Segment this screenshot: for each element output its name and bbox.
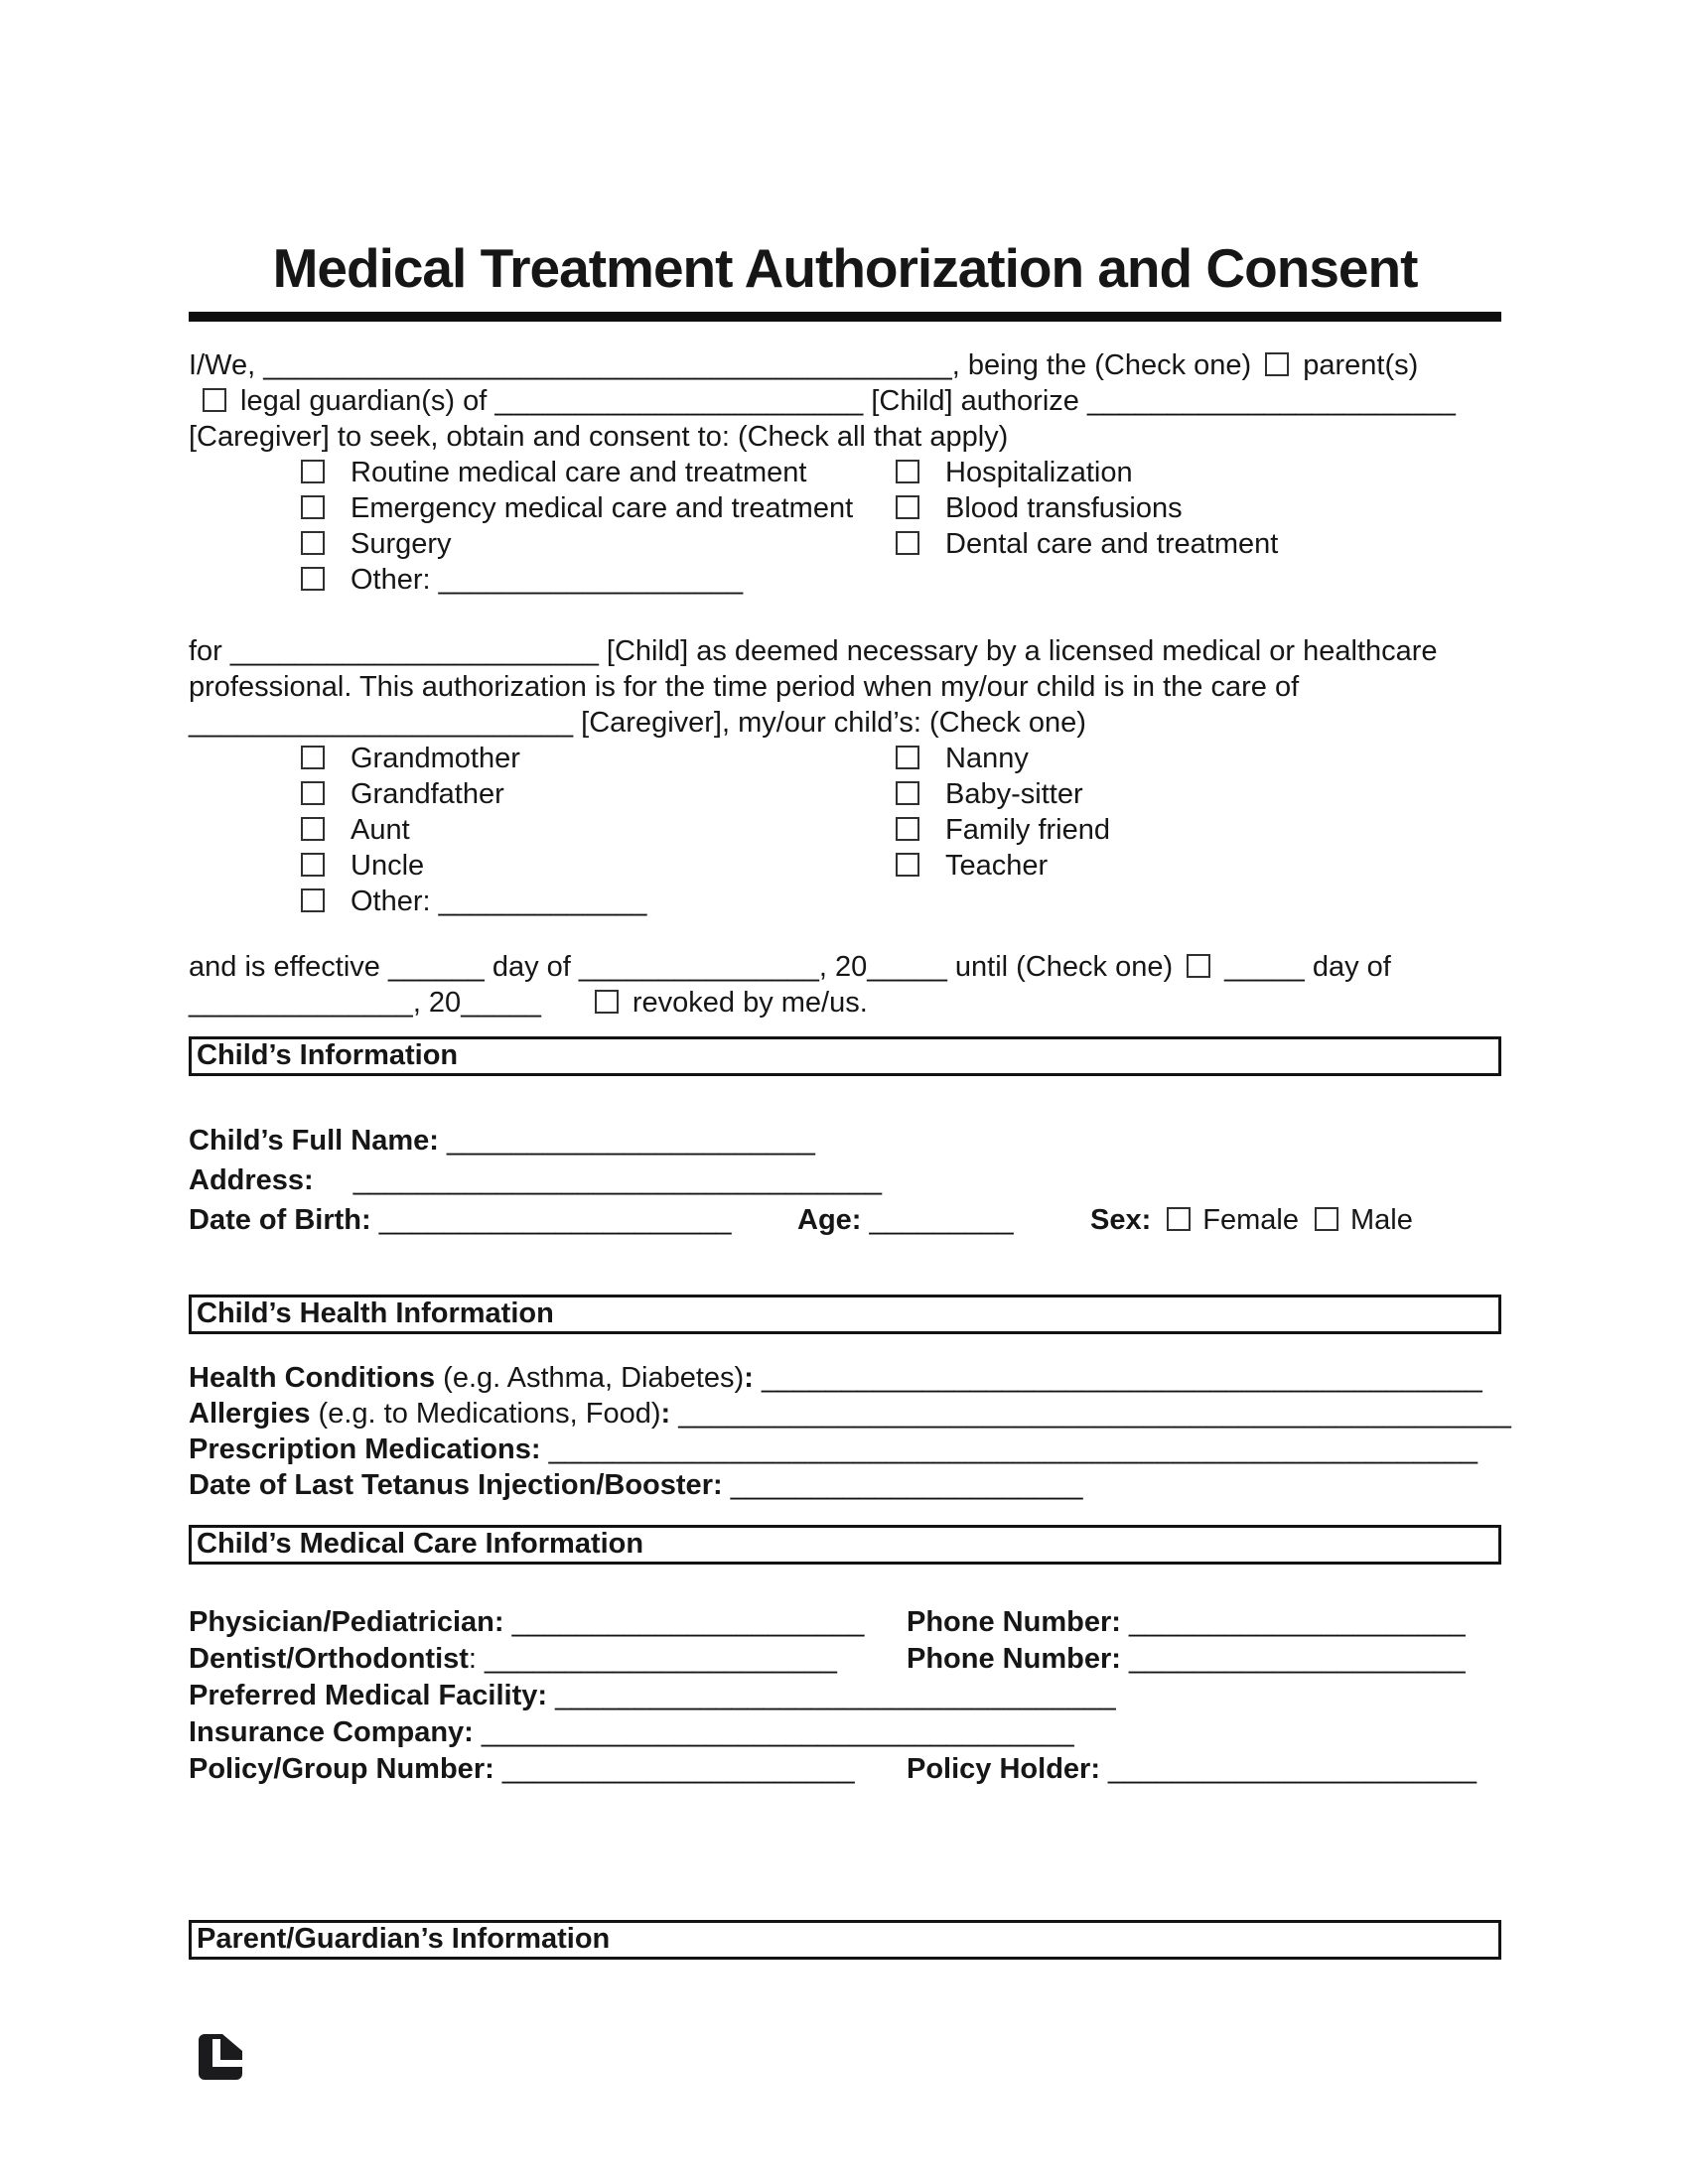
text-segment: Other: — [351, 886, 439, 917]
checkbox[interactable] — [896, 746, 919, 769]
text-segment: Date of Last Tetanus Injection/Booster: — [189, 1469, 731, 1501]
form-line — [189, 1432, 1501, 1467]
cell-sex — [1090, 1200, 1413, 1240]
section-title: Child’s Health Information — [197, 1297, 554, 1329]
text-segment: day of — [484, 951, 579, 983]
cell-col2check — [896, 741, 1029, 776]
text-segment: (e.g. to Medications, Food) — [310, 1398, 661, 1430]
text-segment: Surgery — [351, 528, 452, 560]
blank-field[interactable]: __________________________________________________________ — [548, 1433, 1478, 1465]
text-segment: Policy Holder: — [907, 1753, 1109, 1785]
checklist-block — [189, 741, 1501, 919]
blank-field[interactable]: _____ — [461, 987, 541, 1019]
text-segment: Family friend — [945, 814, 1110, 846]
text-segment: [Caregiver] to seek, obtain and consent to: (Check all that apply) — [189, 421, 1009, 453]
form-line — [189, 490, 1501, 526]
blank-field[interactable]: ______________________ — [485, 1643, 837, 1675]
form-line — [189, 1714, 1501, 1751]
text-segment: Female — [1202, 1204, 1299, 1236]
cell-col2check — [896, 848, 1048, 884]
text-segment: : — [468, 1643, 486, 1675]
cell-col2check — [896, 526, 1278, 562]
blank-field[interactable]: ______________________ — [501, 1753, 855, 1785]
cell-main — [189, 1433, 1477, 1465]
legal-templates-logo — [199, 2034, 244, 2081]
checkbox[interactable] — [1167, 1207, 1191, 1231]
para-block — [189, 633, 1501, 741]
form-body — [189, 347, 1511, 1960]
blank-field[interactable]: _________________________________ — [352, 1164, 882, 1196]
checkbox[interactable] — [301, 460, 325, 483]
text-segment: Child’s Full Name: — [189, 1125, 447, 1157]
cell-list — [301, 814, 410, 846]
blank-field[interactable]: _______________ — [578, 951, 819, 983]
text-segment: Male — [1349, 1204, 1413, 1236]
text-segment: until (Check one) — [946, 951, 1174, 983]
cell-main — [189, 707, 1086, 739]
cell-col2check — [896, 455, 1133, 490]
blank-field[interactable]: ___________________ — [438, 564, 744, 596]
form-line — [189, 848, 1501, 884]
text-segment: Policy/Group Number: — [189, 1753, 502, 1785]
cell-main — [189, 671, 1299, 703]
checkbox[interactable] — [896, 781, 919, 805]
cell-main — [189, 987, 868, 1019]
section-title: Child’s Medical Care Information — [197, 1528, 644, 1560]
checklist-block — [189, 455, 1501, 598]
checkbox[interactable] — [1265, 352, 1289, 376]
section-header — [189, 1920, 1501, 1960]
checkbox[interactable] — [896, 853, 919, 877]
cell-col2 — [907, 1751, 1477, 1788]
blank-field[interactable]: _______________________ — [1108, 1753, 1477, 1785]
cell-list — [301, 457, 806, 488]
text-segment: Nanny — [945, 743, 1029, 774]
fields-block — [189, 1604, 1501, 1788]
text-segment: : — [744, 1362, 754, 1394]
text-segment: parent(s) — [1303, 349, 1419, 381]
text-segment: Baby-sitter — [945, 778, 1083, 810]
cell-list — [301, 564, 743, 596]
text-segment: Aunt — [351, 814, 410, 846]
cell-main — [189, 951, 1391, 983]
text-segment: professional. This authorization is for the time period when my/our child is in the care of — [189, 671, 1300, 703]
section-header — [189, 1525, 1501, 1565]
text-segment: , 20 — [818, 951, 868, 983]
checkbox[interactable] — [301, 567, 325, 591]
form-line — [189, 633, 1501, 669]
cell-main — [189, 385, 1456, 417]
checkbox[interactable] — [301, 817, 325, 841]
cell-col2check — [896, 490, 1183, 526]
cell-list — [301, 850, 424, 882]
text-segment: Uncle — [351, 850, 425, 882]
text-segment: day of — [1304, 951, 1391, 983]
form-line — [189, 383, 1501, 419]
para-block — [189, 347, 1501, 455]
form-line — [189, 741, 1501, 776]
fields-block — [189, 1121, 1501, 1240]
blank-field[interactable]: _____________________________________ — [481, 1716, 1074, 1748]
text-segment: Prescription Medications: — [189, 1433, 549, 1465]
cell-main — [189, 1643, 837, 1675]
blank-field[interactable]: _______________________ — [446, 1125, 815, 1157]
checkbox[interactable] — [896, 495, 919, 519]
blank-field[interactable]: _______________________ — [494, 385, 864, 417]
text-segment: , being the (Check one) — [951, 349, 1252, 381]
cell-main — [189, 1362, 1482, 1394]
text-segment: (e.g. Asthma, Diabetes) — [435, 1362, 745, 1394]
form-line — [189, 1160, 1501, 1200]
cell-col2check — [896, 776, 1083, 812]
text-segment: Dental care and treatment — [945, 528, 1279, 560]
checkbox[interactable] — [301, 853, 325, 877]
form-line — [189, 705, 1501, 741]
blank-field[interactable]: _____ — [867, 951, 947, 983]
form-line — [189, 812, 1501, 848]
text-segment: Grandfather — [351, 778, 504, 810]
cell-main — [189, 349, 1418, 381]
checkbox[interactable] — [896, 460, 919, 483]
para-block — [189, 949, 1501, 1021]
title-rule — [189, 312, 1501, 322]
cell-col2 — [907, 1641, 1466, 1678]
blank-field[interactable]: ____________________________________________________ — [678, 1398, 1511, 1430]
checkbox[interactable] — [1187, 954, 1210, 978]
cell-main — [189, 1716, 1074, 1748]
blank-field[interactable]: ______________________ — [511, 1606, 865, 1638]
section-title: Child’s Information — [197, 1039, 459, 1071]
blank-field[interactable]: _____________ — [438, 886, 647, 917]
text-segment: Teacher — [945, 850, 1049, 882]
form-line — [189, 776, 1501, 812]
text-segment: I/We, — [189, 349, 264, 381]
cell-main — [189, 1204, 732, 1236]
text-segment: for — [189, 635, 230, 667]
form-line — [189, 1678, 1501, 1714]
cell-main — [189, 1680, 1116, 1711]
blank-field[interactable]: ________________________ — [189, 707, 574, 739]
form-line — [189, 1751, 1501, 1788]
text-segment: Address: — [189, 1164, 314, 1196]
form-line — [189, 526, 1501, 562]
text-segment: Insurance Company: — [189, 1716, 482, 1748]
blank-field[interactable]: ___________________________________ — [555, 1680, 1116, 1711]
text-segment: and is effective — [189, 951, 388, 983]
form-line — [189, 669, 1501, 705]
blank-field[interactable]: _____ — [1224, 951, 1305, 983]
cell-main — [189, 421, 1008, 453]
cell-main — [189, 1753, 855, 1785]
fields-block — [189, 1360, 1511, 1503]
blank-field[interactable]: ______ — [387, 951, 485, 983]
blank-field[interactable]: _________ — [869, 1204, 1014, 1236]
text-segment: Dentist/Orthodontist — [189, 1643, 469, 1675]
text-segment: Health Conditions — [189, 1362, 436, 1394]
blank-field[interactable]: ______________ — [189, 987, 413, 1019]
text-segment: Phone Number: — [907, 1606, 1129, 1638]
text-segment: Grandmother — [351, 743, 520, 774]
text-segment — [754, 1362, 762, 1394]
form-line — [189, 985, 1501, 1021]
cell-main — [189, 1164, 882, 1196]
form-line — [189, 562, 1501, 598]
text-segment: Age: — [797, 1204, 870, 1236]
form-line — [189, 1396, 1511, 1432]
form-line — [189, 1121, 1501, 1160]
text-segment: Routine medical care and treatment — [351, 457, 807, 488]
cell-age — [797, 1200, 1014, 1240]
checkbox[interactable] — [301, 888, 325, 912]
cell-col2 — [907, 1604, 1466, 1641]
cell-list — [301, 528, 452, 560]
form-line — [189, 949, 1501, 985]
form-line — [189, 1604, 1501, 1641]
text-segment: [Caregiver], my/our child’s: (Check one) — [573, 707, 1086, 739]
text-segment: [Child] as deemed necessary by a licensed medical or healthcare — [598, 635, 1438, 667]
checkbox[interactable] — [896, 531, 919, 555]
text-segment: [Child] authorize — [863, 385, 1087, 417]
form-line — [189, 884, 1501, 919]
cell-list — [301, 743, 520, 774]
blank-field[interactable]: _____________________________________________ — [761, 1362, 1482, 1394]
form-line — [189, 455, 1501, 490]
checkbox[interactable] — [301, 781, 325, 805]
cell-main — [189, 1125, 815, 1157]
cell-main — [189, 1606, 864, 1638]
cell-list — [301, 778, 504, 810]
checkbox[interactable] — [203, 388, 226, 412]
text-segment: Other: — [351, 564, 439, 596]
section-header — [189, 1295, 1501, 1334]
blank-field[interactable]: _______________________ — [229, 635, 599, 667]
text-segment: legal guardian(s) of — [240, 385, 495, 417]
form-line — [189, 347, 1501, 383]
text-segment: : — [660, 1398, 671, 1430]
blank-field[interactable]: ___________________________________________ — [263, 349, 952, 381]
checkbox[interactable] — [1315, 1207, 1338, 1231]
form-line — [189, 1467, 1501, 1503]
blank-field[interactable]: ______________________ — [378, 1204, 732, 1236]
text-segment: , 20 — [412, 987, 462, 1019]
section-title: Parent/Guardian’s Information — [197, 1923, 611, 1955]
text-segment: Allergies — [189, 1398, 311, 1430]
text-segment: Sex: — [1090, 1204, 1152, 1236]
text-segment: Date of Birth: — [189, 1204, 379, 1236]
text-segment: Emergency medical care and treatment — [351, 492, 854, 524]
cell-main — [189, 635, 1438, 667]
cell-list — [301, 886, 646, 917]
checkbox[interactable] — [896, 817, 919, 841]
checkbox[interactable] — [301, 746, 325, 769]
legal-templates-logo-graphic — [199, 2034, 244, 2081]
cell-main — [189, 1398, 1511, 1430]
text-segment: revoked by me/us. — [632, 987, 868, 1019]
checkbox[interactable] — [301, 531, 325, 555]
text-segment: Preferred Medical Facility: — [189, 1680, 556, 1711]
cell-col2check — [896, 812, 1110, 848]
cell-list — [301, 492, 853, 524]
checkbox[interactable] — [595, 990, 619, 1014]
text-segment: Blood transfusions — [945, 492, 1183, 524]
document-content — [189, 0, 1511, 2081]
text-segment: Physician/Pediatrician: — [189, 1606, 512, 1638]
checkbox[interactable] — [301, 495, 325, 519]
form-line — [189, 1200, 1501, 1240]
blank-field[interactable]: _______________________ — [1086, 385, 1456, 417]
blank-field[interactable]: _____________________ — [1128, 1606, 1466, 1638]
form-line — [189, 1641, 1501, 1678]
blank-field[interactable]: ______________________ — [730, 1469, 1083, 1501]
page-title: Medical Treatment Authorization and Consent — [272, 237, 1418, 299]
form-line — [189, 419, 1501, 455]
section-header — [189, 1036, 1501, 1076]
text-segment: Phone Number: — [907, 1643, 1129, 1675]
cell-main — [189, 1469, 1083, 1501]
text-segment: Hospitalization — [945, 457, 1133, 488]
form-line — [189, 1360, 1501, 1396]
blank-field[interactable]: _____________________ — [1128, 1643, 1466, 1675]
